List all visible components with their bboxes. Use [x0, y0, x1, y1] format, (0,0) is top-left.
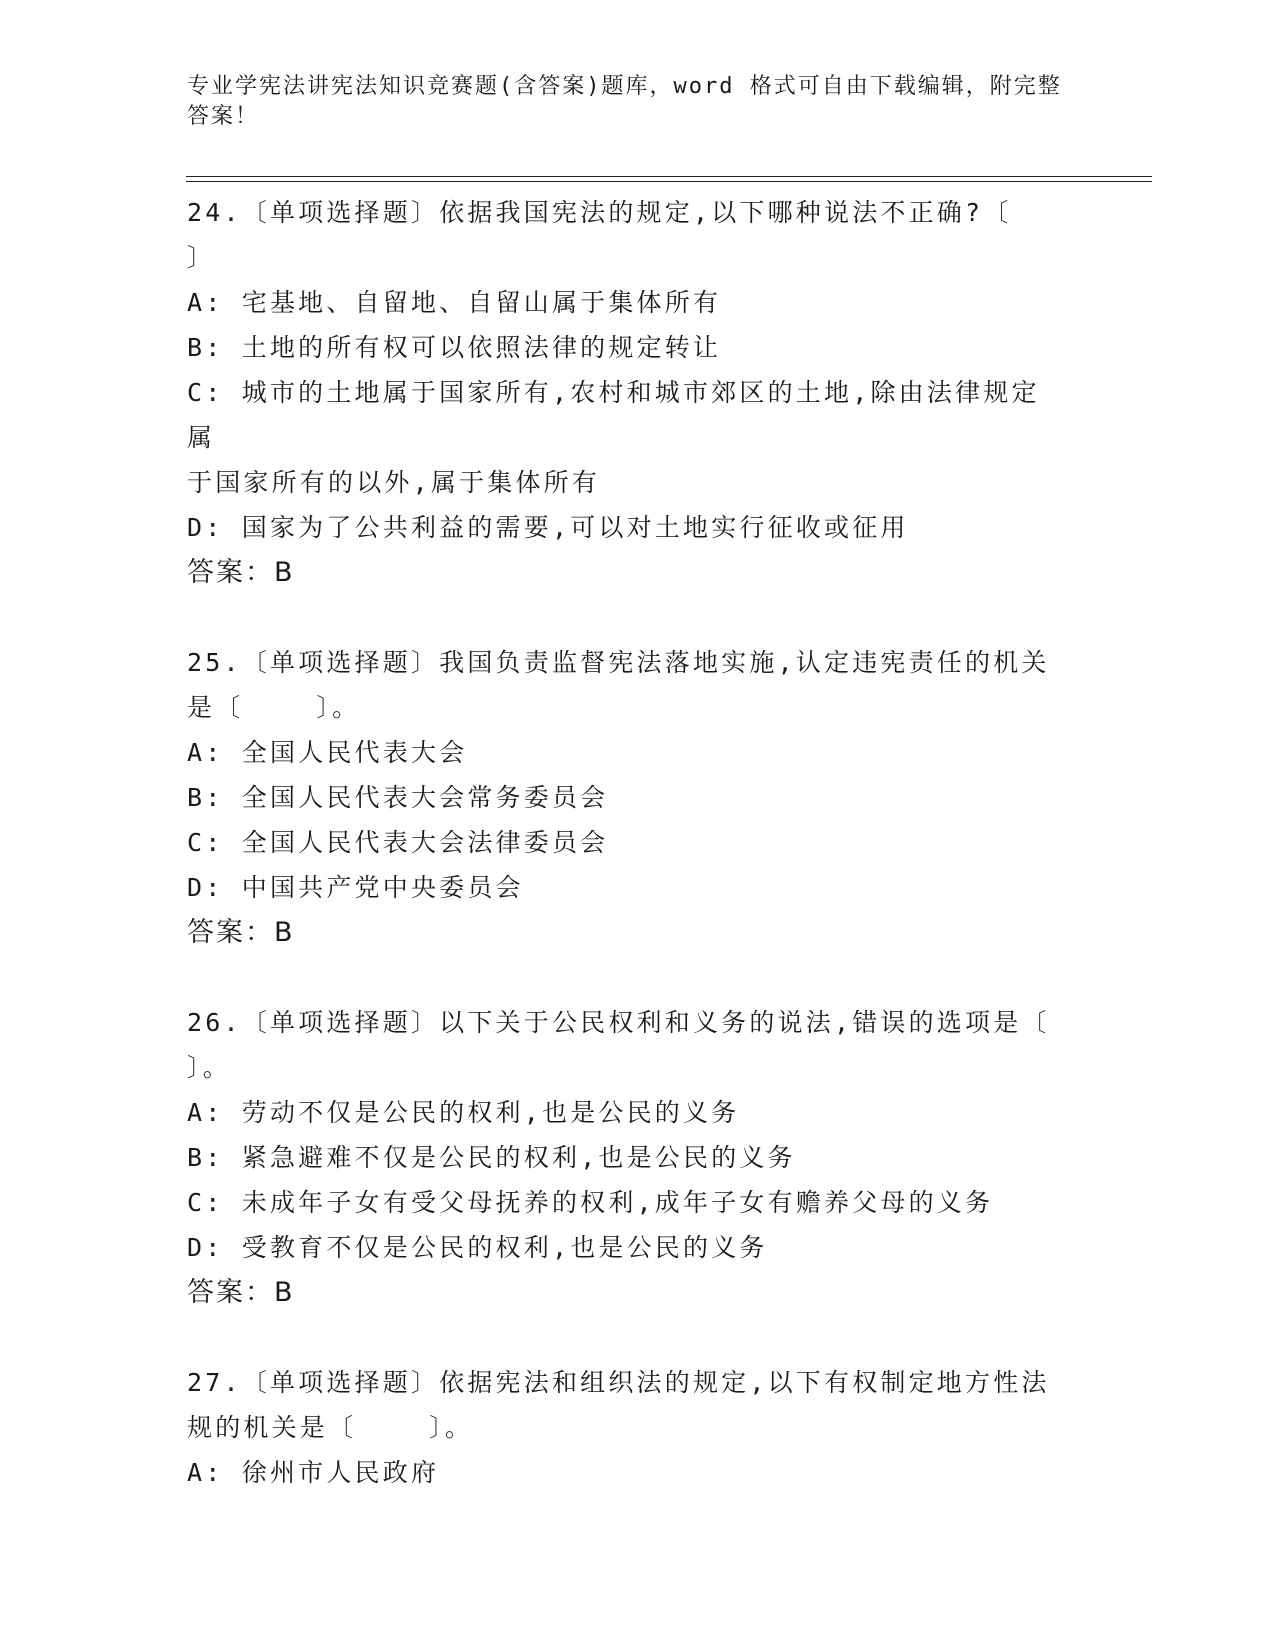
question-25-title-line-1: 25.〔单项选择题〕我国负责监督宪法落地实施,认定违宪责任的机关	[187, 648, 1050, 677]
question-26-title-line-2: 〕。	[187, 1053, 231, 1082]
header-divider-top	[186, 176, 1152, 177]
question-25	[187, 640, 1067, 956]
question-26-title-line-1: 26.〔单项选择题〕以下关于公民权利和义务的说法,错误的选项是〔	[187, 1008, 1050, 1037]
question-25-option-d: D: 中国共产党中央委员会	[187, 873, 524, 902]
document-header	[187, 72, 1067, 132]
question-list	[187, 190, 1067, 1495]
question-25-option-b: B: 全国人民代表大会常务委员会	[187, 783, 609, 812]
header-line-2: 答案！	[187, 104, 260, 129]
question-26-option-a: A: 劳动不仅是公民的权利,也是公民的义务	[187, 1098, 740, 1127]
question-26-option-d: D: 受教育不仅是公民的权利,也是公民的义务	[187, 1233, 768, 1262]
question-25-answer: 答案：B	[187, 917, 295, 948]
question-24-option-a: A: 宅基地、自留地、自留山属于集体所有	[187, 288, 722, 317]
question-27	[187, 1360, 1067, 1495]
header-divider-bottom	[186, 181, 1152, 182]
question-26-answer: 答案：B	[187, 1277, 295, 1308]
question-27-title-line-2: 规的机关是〔 〕。	[187, 1413, 474, 1442]
question-26-option-c: C: 未成年子女有受父母抚养的权利,成年子女有赡养父母的义务	[187, 1188, 994, 1217]
header-line-1: 专业学宪法讲宪法知识竞赛题(含答案)题库，word 格式可自由下载编辑，附完整	[187, 74, 1062, 99]
question-24	[187, 190, 1067, 596]
question-25-option-c: C: 全国人民代表大会法律委员会	[187, 828, 609, 857]
question-24-title-line-1: 24.〔单项选择题〕依据我国宪法的规定,以下哪种说法不正确?〔	[187, 198, 1012, 227]
question-25-option-a: A: 全国人民代表大会	[187, 738, 468, 767]
question-24-option-b: B: 土地的所有权可以依照法律的规定转让	[187, 333, 722, 362]
question-24-title-line-2: 〕	[187, 243, 216, 272]
question-24-option-c-line-1: C: 城市的土地属于国家所有,农村和城市郊区的土地,除由法律规定属	[187, 378, 1040, 452]
question-27-title-line-1: 27.〔单项选择题〕依据宪法和组织法的规定,以下有权制定地方性法	[187, 1368, 1050, 1397]
question-26-option-b: B: 紧急避难不仅是公民的权利,也是公民的义务	[187, 1143, 796, 1172]
question-26	[187, 1000, 1067, 1316]
question-24-answer: 答案：B	[187, 557, 295, 588]
question-27-option-a: A: 徐州市人民政府	[187, 1458, 440, 1487]
question-24-option-d: D: 国家为了公共利益的需要,可以对土地实行征收或征用	[187, 513, 909, 542]
question-24-option-c-line-2: 于国家所有的以外,属于集体所有	[187, 468, 601, 497]
question-25-title-line-2: 是〔 〕。	[187, 693, 361, 722]
